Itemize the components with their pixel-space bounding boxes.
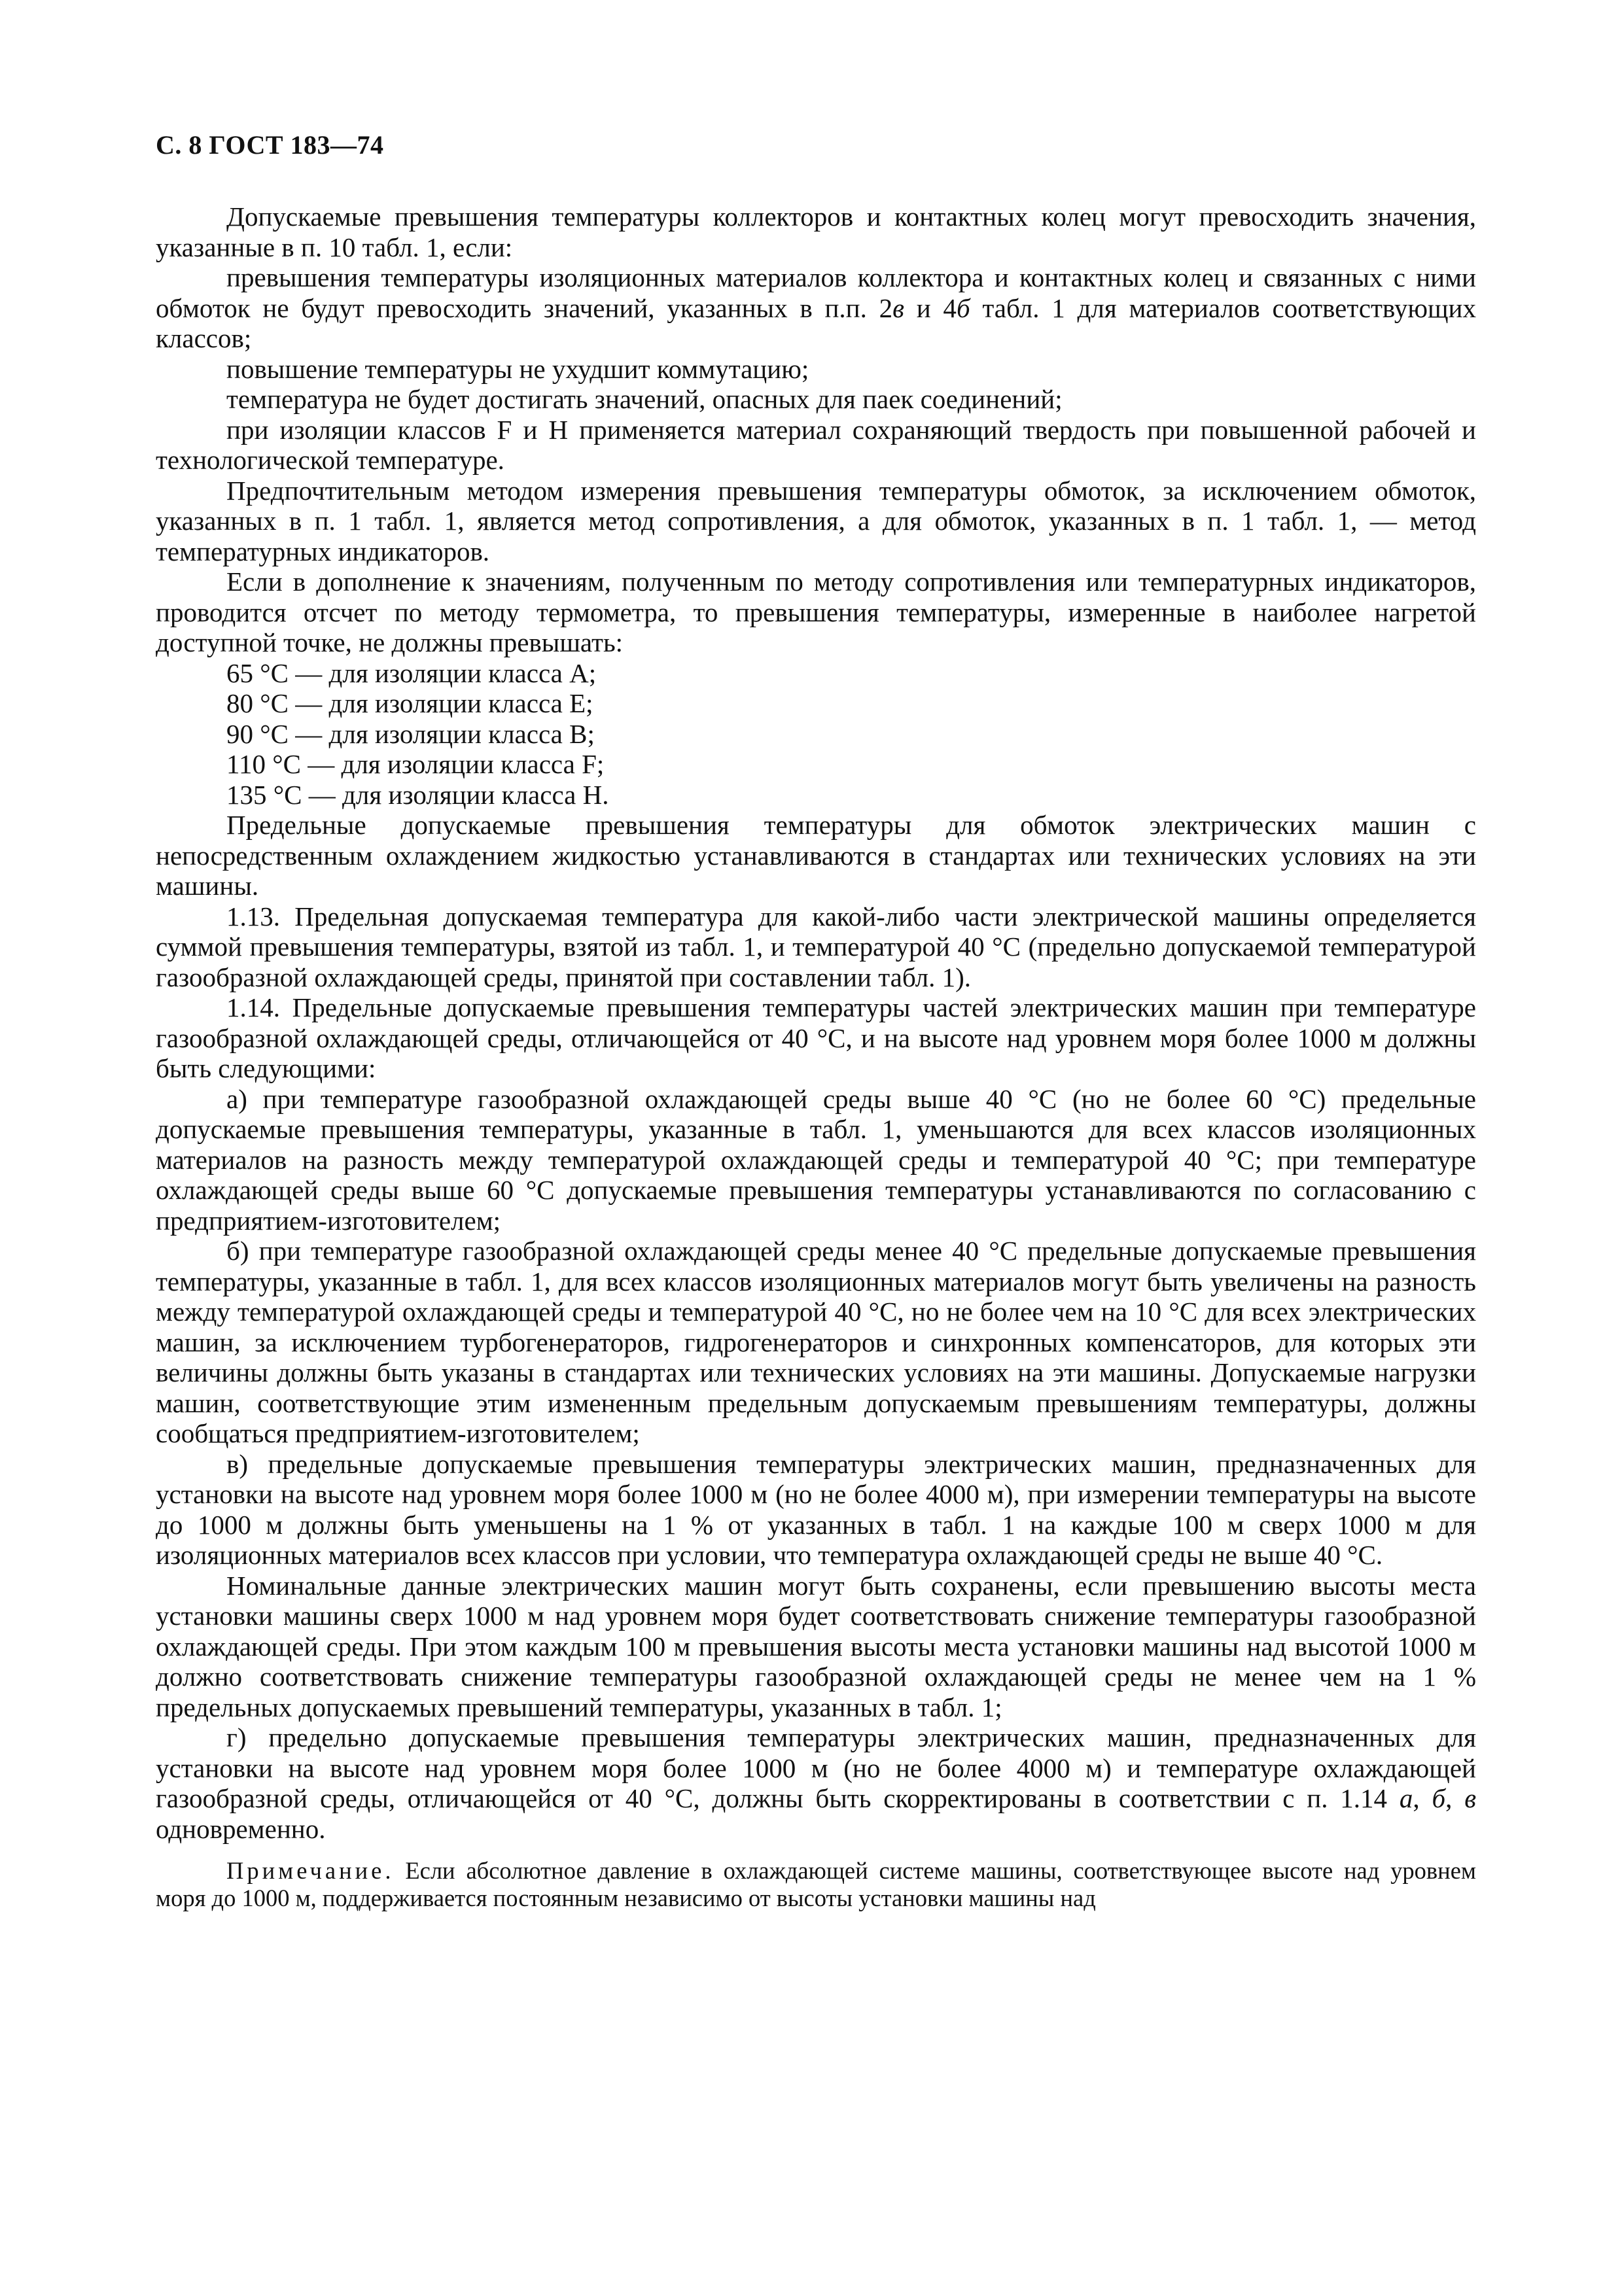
subclause-v: в) предельные допускаемые превышения температуры электрических машин, предназначенных для установки на высоте над уровнем моря более 1000 м (но не более 4000 м), при измерении температуры на высоте до 1000 м должны быть уменьшены на 1 % от указанных в табл. 1 на каждые 100 м сверх 1000 м для изоляционных материалов всех классов при условии, что температура охлаждающей среды не выше 40 °С. xyxy=(156,1448,1476,1570)
paragraph: Предельные допускаемые превышения температуры для обмоток электрических машин с непосредственным охлаждением жидкостью устанавливаются в стандартах или технических условиях на эти машины. xyxy=(156,810,1476,901)
text-run: и 4 xyxy=(904,292,957,323)
text-run: табл. 1 для материалов соответствующих классов; xyxy=(156,292,1476,353)
list-item: 65 °С — для изоляции класса А; xyxy=(226,657,597,688)
paragraph: температура не будет достигать значений, опасных для паек соединений; xyxy=(226,384,1063,414)
clause-1-14: 1.14. Предельные допускаемые превышения температуры частей электрических машин при температуре газообразной охлаждающей среды, отличающейся от 40 °С, и на высоте над уровнем моря более 1000 м должны быть следующими: xyxy=(156,992,1476,1083)
paragraph xyxy=(156,262,1476,354)
paragraph: повышение температуры не ухудшит коммутацию; xyxy=(226,353,809,384)
list-item: 90 °С — для изоляции класса В; xyxy=(226,718,595,749)
italic-run: в xyxy=(892,292,904,323)
page-header: С. 8 ГОСТ 183—74 xyxy=(156,130,384,160)
subclause-g xyxy=(156,1722,1476,1844)
paragraph: Номинальные данные электрических машин могут быть сохранены, если превышению высоты места установки машины сверх 1000 м над уровнем моря будет соответствовать снижение температуры газообразной охлаждающей среды. При этом каждым 100 м превышения высоты места установки машины над высотой 1000 м должно соответствовать снижение температуры газообразной охлаждающей среды не менее чем на 1 % предельных допускаемых превышений температуры, указанных в табл. 1; xyxy=(156,1570,1476,1722)
list-item: 110 °С — для изоляции класса F; xyxy=(226,749,605,779)
note-label: Примечание. xyxy=(226,1857,395,1884)
italic-run: а xyxy=(1399,1783,1413,1813)
subclause-b: б) при температуре газообразной охлаждающей среды менее 40 °С предельные допускаемые превышения температуры, указанные в табл. 1, для всех классов изоляционных материалов могут быть увеличены на разность между температурой охлаждающей среды и температурой 40 °С, но не более чем на 10 °С для всех электрических машин, за исключением турбогенераторов, гидрогенераторов и синхронных компенсаторов, для которых эти величины должны быть указаны в стандартах или технических условиях на эти машины. Допускаемые нагрузки машин, соответствующие этим измененным предельным допускаемым превышениям температуры, должны сообщаться предприятием-изготовителем; xyxy=(156,1236,1476,1448)
note xyxy=(156,1857,1476,1911)
text-run: , xyxy=(1445,1783,1465,1813)
text-run: одновременно. xyxy=(156,1813,326,1844)
text-run: , xyxy=(1413,1783,1432,1813)
paragraph: Предпочтительным методом измерения превышения температуры обмоток, за исключением обмоток, указанных в п. 1 табл. 1, является метод сопротивления, а для обмоток, указанных в п. 1 табл. 1, — метод температурных индикаторов. xyxy=(156,475,1476,566)
paragraph: Допускаемые превышения температуры коллекторов и контактных колец могут превосходить значения, указанные в п. 10 табл. 1, если: xyxy=(156,201,1476,262)
list-item: 135 °С — для изоляции класса Н. xyxy=(226,779,609,810)
italic-run: б xyxy=(956,292,970,323)
list-item: 80 °С — для изоляции класса Е; xyxy=(226,688,593,718)
paragraph: при изоляции классов F и H применяется материал сохраняющий твердость при повышенной рабочей и технологической температуре. xyxy=(156,414,1476,475)
paragraph: Если в дополнение к значениям, полученным по методу сопротивления или температурных индикаторов, проводится отсчет по методу термометра, то превышения температуры, измеренные в наиболее нагретой доступной точке, не должны превышать: xyxy=(156,566,1476,657)
text-run: превышения температуры изоляционных материалов коллектора и контактных колец и связанных с ними обмоток не будут превосходить значений, указанных в п.п. 2 xyxy=(156,262,1476,323)
body-text xyxy=(156,201,1476,1911)
clause-1-13: 1.13. Предельная допускаемая температура для какой-либо части электрической машины определяется суммой превышения температуры, взятой из табл. 1, и температурой 40 °С (предельно допускаемой температурой газообразной охлаждающей среды, принятой при составлении табл. 1). xyxy=(156,901,1476,992)
italic-run: в xyxy=(1464,1783,1477,1813)
note-text: Если абсолютное давление в охлаждающей системе машины, соответствующее высоте над уровнем моря до 1000 м, поддерживается постоянным независимо от высоты установки машины над xyxy=(156,1857,1476,1911)
subclause-a: а) при температуре газообразной охлаждающей среды выше 40 °С (но не более 60 °С) предельные допускаемые превышения температуры, указанные в табл. 1, уменьшаются для всех классов изоляционных материалов на разность между температурой охлаждающей среды и температурой 40 °С; при температуре охлаждающей среды выше 60 °С допускаемые превышения температуры устанавливаются по согласованию с предприятием-изготовителем; xyxy=(156,1083,1476,1236)
text-run: г) предельно допускаемые превышения температуры электрических машин, предназначенных для установки на высоте над уровнем моря более 1000 м (но не более 4000 м) и температуре охлаждающей газообразной среды, отличающейся от 40 °С, должны быть скорректированы в соответствии с п. 1.14 xyxy=(156,1722,1476,1813)
italic-run: б xyxy=(1432,1783,1446,1813)
